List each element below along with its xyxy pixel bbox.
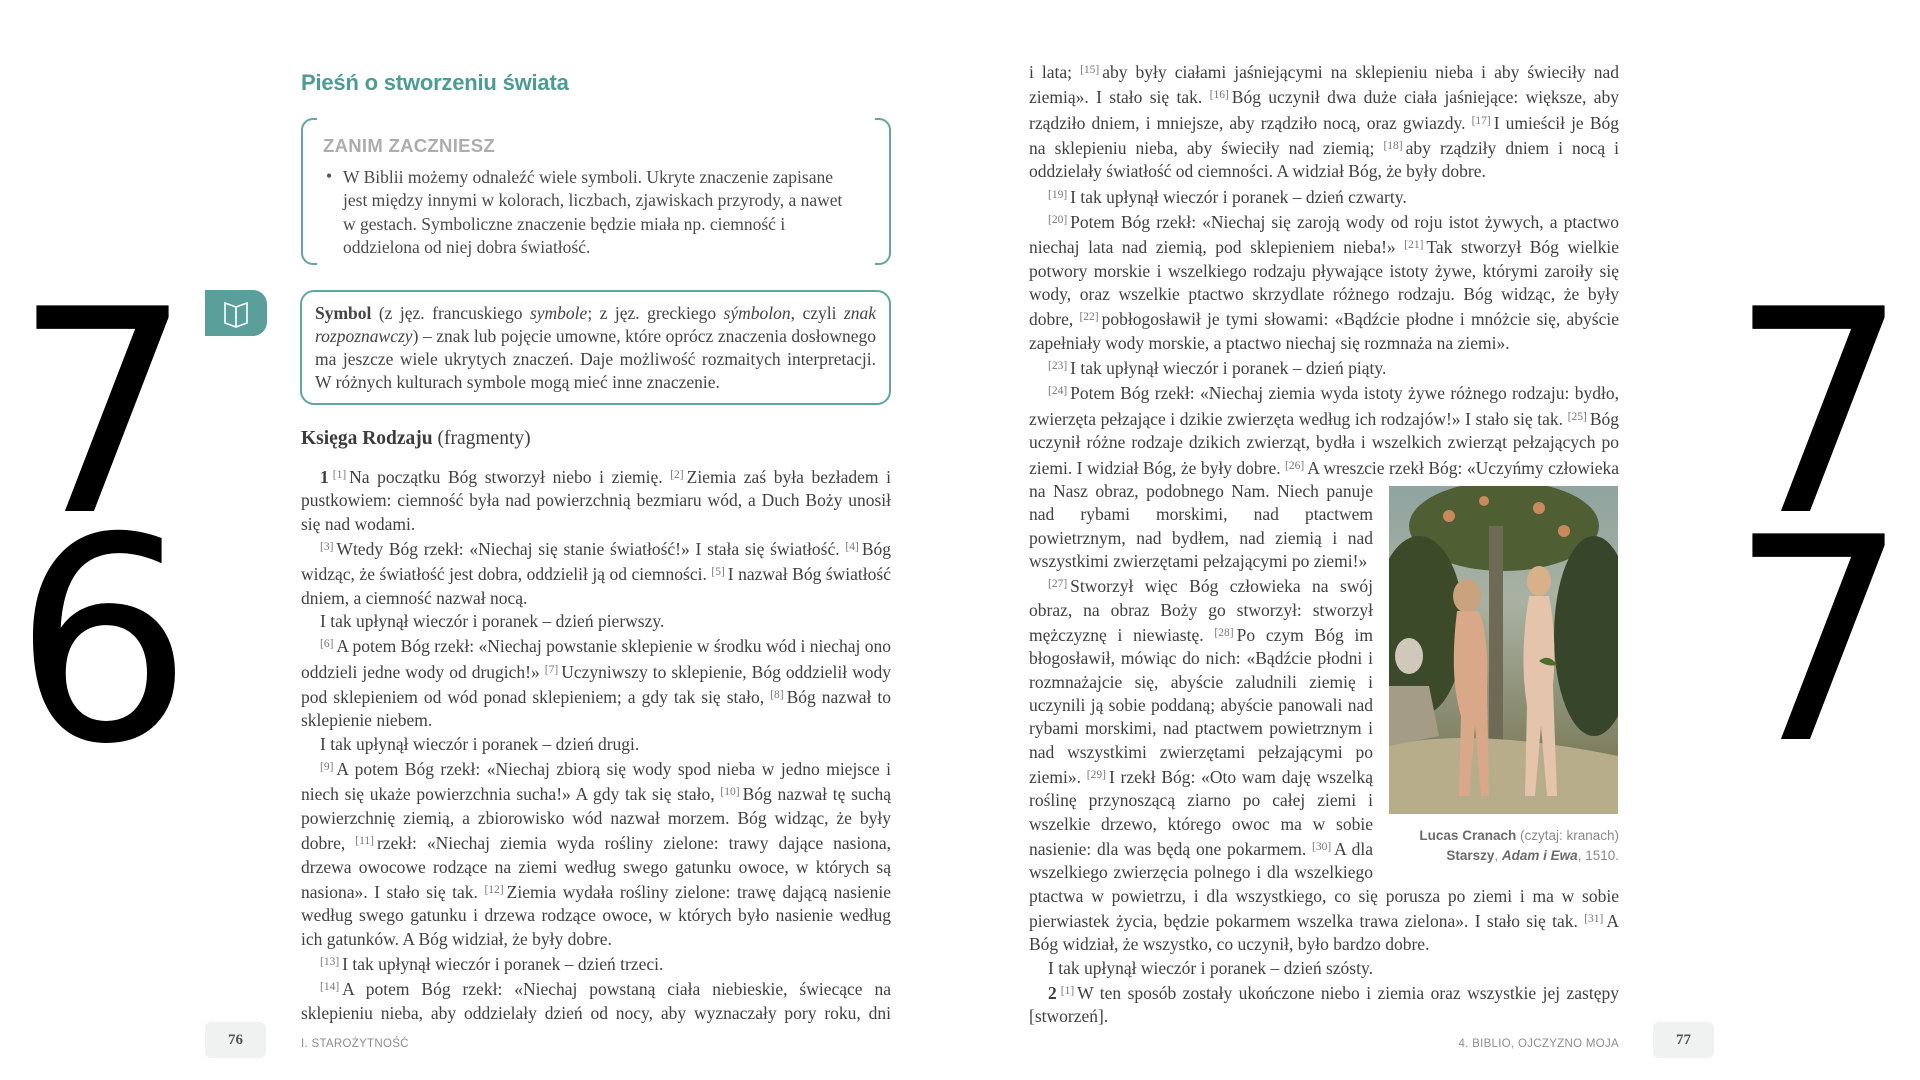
text: pobłogosławił je tymi słowami: «Bądźcie płodne i mnóżcie się, abyście zapełniały wody morskie, a ptactwo niechaj się rozmnaża na ziemi». (1029, 309, 1619, 353)
caption-author-suffix: Starszy (1446, 848, 1495, 863)
text: A Bóg widział, że wszystko, co uczynił, było bardzo dobre. (1029, 911, 1619, 955)
verse-number: [24] (1048, 385, 1068, 398)
text: i lata; (1029, 62, 1081, 82)
text: Potem Bóg rzekł: «Niechaj ziemia wyda istoty żywe różnego rodzaju: bydło, zwierzęta pełzające i dzikie zwierzęta według ich rodzajów!» I stało się tak. (1029, 383, 1619, 429)
text: Wtedy Bóg rzekł: «Niechaj się stanie światłość!» I stała się światłość. (336, 539, 846, 560)
caption-sep: , (1494, 848, 1502, 863)
verse-number: [17] (1471, 114, 1491, 127)
text: Ziemia wydała rośliny zielone: trawę dającą nasienie według swego gatunku i drzewa rodzące owoce, w których było nasienie według ich gatunków. A Bóg widział, że były dobre. (301, 881, 891, 949)
bracket-right (875, 118, 891, 265)
caption-note: (czytaj: kranach) (1516, 828, 1619, 843)
verse-number: [29] (1086, 768, 1106, 781)
verse-number: [26] (1285, 459, 1305, 472)
heading-rest: (fragmenty) (432, 428, 531, 449)
verse-number: [22] (1079, 311, 1099, 324)
chapter-number: 2 (1048, 983, 1057, 1004)
page-number-right: 77 (1653, 1022, 1714, 1058)
bullet: • (326, 166, 333, 186)
paragraph (1029, 59, 1619, 184)
box-heading: ZANIM ZACZNIESZ (323, 135, 496, 156)
verse-number: [23] (1048, 360, 1068, 373)
box-text: W Biblii możemy odnaleźć wiele symboli. Ukryte znaczenie zapisane jest między innymi w kolorach, liczbach, zjawiskach przyrody, a nawet w gestach. Symboliczne znaczenie będzie miała np. ciemność i oddzielona od niej dobra światłość. (343, 167, 843, 257)
text: I tak upłynął wieczór i poranek – dzień pierwszy. (320, 611, 665, 632)
verse-number: [7] (544, 663, 559, 676)
verse-number: [12] (484, 883, 504, 896)
text: Bóg uczynił dwa duże ciała jaśniejące: większe, aby rządziło dniem, i mniejsze, aby rządziło nocą, oraz gwiazdy. (1029, 87, 1619, 133)
running-head-right: 4. BIBLIO, OJCZYZNO MOJA (1458, 1038, 1619, 1050)
verse-number: [14] (320, 981, 340, 994)
text: ) – znak lub pojęcie umowne, które oprócz znaczenia dosłownego ma jeszcze wiele ukrytych znaczeń. Daje możliwość rozmaitych interpretacji. W różnych kulturach symbole mogą mieć inne znaczenie. (315, 326, 876, 392)
right-text-column (1029, 59, 1619, 1029)
verse-number: [9] (320, 761, 334, 774)
running-head-left: I. STAROŻYTNOŚĆ (301, 1038, 409, 1050)
page-number-left: 76 (205, 1022, 266, 1058)
text: Uczyniwszy to sklepienie, Bóg oddzielił wody pod sklepieniem od wód ponad sklepieniem; a gdy tak się stało, (301, 661, 891, 708)
verse-number: [25] (1567, 410, 1587, 423)
text: I tak upłynął wieczór i poranek – dzień drugi. (320, 733, 640, 754)
text: I tak upłynął wieczór i poranek – dzień szósty. (1048, 957, 1373, 978)
caption-title: Adam i Ewa (1501, 848, 1578, 863)
before-you-start-box (301, 118, 891, 265)
bracket-left (301, 118, 317, 265)
text: aby rządziły dniem i nocą i oddzielały światłość od ciemności. A widział Bóg, że były dobre. (1029, 138, 1620, 182)
text: Stworzył więc Bóg człowieka na swój obraz, na obraz Boży go stworzył: stworzył mężczyznę i niewiastę. (1029, 576, 1373, 645)
verse-number: [1] (1060, 985, 1075, 998)
verse-number: [19] (1048, 188, 1068, 201)
text: Ziemia zaś była bezładem i pustkowiem: ciemność była nad powierzchnią bezmiaru wód, a Duch Boży unosił się nad wodami. (301, 467, 891, 534)
text: I nazwał Bóg światłość dniem, a ciemność nazwał nocą. (301, 564, 891, 608)
text: I tak upłynął wieczór i poranek – dzień trzeci. (342, 953, 664, 974)
paragraph (301, 464, 891, 536)
verse-number: [10] (720, 786, 740, 799)
paragraph (1029, 355, 1619, 380)
italic-text: znak rozpoznawczy (315, 303, 876, 346)
painting-adam-and-eve (1389, 486, 1618, 814)
text: I tak upłynął wieczór i poranek – dzień czwarty. (1070, 186, 1407, 207)
verse-number: [3] (320, 541, 334, 554)
paragraph (301, 976, 891, 1025)
text: rzekł: «Niechaj ziemia wyda rośliny zielone: trawy dające nasiona, drzewa owocowe rodzące na ziemi według swego gatunku owoce, w których są nasiona». I stało się tak. (301, 833, 891, 902)
verse-number: [11] (355, 835, 374, 848)
figure (1389, 486, 1619, 870)
verse-number: [2] (670, 469, 684, 481)
paragraph (1029, 957, 1619, 980)
text: I umieścił je Bóg na sklepieniu nieba, aby świeciły nad ziemią; (1029, 112, 1619, 159)
paragraph (1029, 209, 1619, 355)
paragraph (1029, 184, 1619, 209)
verse-number: [6] (320, 638, 334, 651)
verse-number: [20] (1048, 214, 1068, 227)
verse-number: [8] (770, 689, 784, 702)
caption-year: , 1510. (1577, 848, 1619, 863)
book-exclamation-icon (205, 290, 267, 336)
verse-number: [13] (320, 955, 340, 968)
text: , czyli (790, 303, 844, 323)
text: (z jęz. francuskiego (371, 303, 530, 323)
text: aby były ciałami jaśniejącymi na sklepieniu nieba i aby świeciły nad ziemią». I stało się tak. (1029, 62, 1619, 108)
italic-text: symbole (529, 303, 588, 323)
paragraph (301, 536, 891, 610)
text: Po czym Bóg im błogosławił, mówiąc do nich: «Bądźcie płodni i rozmnażajcie się, abyście zaludnili ziemię i uczynili ją sobie poddaną; abyście panowali nad rybami morskimi, nad ptactwem powietrznym i nad wszystkimi zwierzętami pełzającymi po ziemi». (1029, 624, 1373, 787)
verse-number: [28] (1214, 626, 1234, 639)
text: Bóg widząc, że światłość jest dobra, oddzielił ją od ciemności. (301, 539, 891, 585)
paragraph (301, 951, 891, 976)
text: A potem Bóg rzekł: «Niechaj powstaną ciała niebieskie, świecące na sklepieniu nieba, aby oddzielały dzień od nocy, aby wyznaczały pory roku, dni (301, 979, 891, 1023)
text: Bóg nazwał to sklepienie niebem. (301, 687, 891, 731)
text: Na początku Bóg stworzył niebo i ziemię. (349, 467, 671, 487)
verse-number: [15] (1080, 64, 1100, 76)
section-heading (301, 428, 531, 450)
verse-number: [18] (1383, 140, 1403, 153)
figure-caption (1389, 826, 1619, 866)
verse-number: [27] (1048, 578, 1068, 591)
verse-number: [30] (1311, 841, 1332, 853)
text: I rzekł Bóg: «Oto wam daję wszelką roślinę przynoszącą ziarno po całej ziemi i wszelkie drzewo, którego owoc ma w sobie nasienie: dla was będą one pokarmem. (1029, 766, 1373, 859)
paragraph (1029, 980, 1619, 1029)
paragraph (301, 633, 891, 732)
paragraph (301, 756, 891, 951)
text: Tak stworzył Bóg wielkie potwory morskie i wszelkiego rodzaju pływające istoty żywe, którymi zaroiły się wody, oraz wszelkie ptactwo skrzydlate różnego rodzaju. Bóg widząc, że były dobre, (1029, 237, 1619, 330)
chapter-number: 1 (320, 467, 329, 487)
definition-box (300, 290, 891, 405)
verse-number: [4] (845, 541, 859, 554)
text: Potem Bóg rzekł: «Niechaj się zaroją wody od roju istot żywych, a ptactwo niechaj lata nad ziemią, pod sklepieniem nieba!» (1029, 212, 1619, 258)
verse-number: [21] (1404, 239, 1424, 252)
verse-number: [1] (332, 469, 347, 481)
caption-author: Lucas Cranach (1419, 828, 1517, 843)
overlay-number-76: 76 (13, 249, 193, 806)
paragraph (301, 610, 891, 633)
verse-number: [31] (1584, 913, 1604, 926)
page-title: Pieśń o stworzeniu świata (301, 70, 569, 95)
text: ; z jęz. greckiego (587, 303, 724, 323)
text: I tak upłynął wieczór i poranek – dzień piąty. (1070, 358, 1387, 379)
text: A dla wszelkiego zwierzęcia polnego i dla wszelkiego ptactwa w powietrzu, i dla wszystkiego, co się porusza po ziemi i ma w sobie pierwiastek życia, będzie pokarmem wszelka trawa zielona». I stało się tak. (1029, 839, 1619, 932)
text: A potem Bóg rzekł: «Niechaj zbiorą się wody spod nieba w jedno miejsce i niech się ukaże powierzchnia sucha!» A gdy tak się stało, (301, 759, 891, 805)
verse-number: [16] (1209, 89, 1229, 102)
heading-bold: Księga Rodzaju (301, 428, 433, 449)
verse-number: [5] (711, 566, 725, 579)
text: W ten sposób zostały ukończone niebo i ziemia oraz wszystkie jej zastępy [stworzeń]. (1029, 983, 1619, 1027)
text: Bóg uczynił różne rodzaje dzikich zwierząt, bydła i wszelkich zwierząt pełzających po ziemi. I widział Bóg, że były dobre. (1029, 408, 1619, 478)
term: Symbol (315, 303, 372, 323)
text: A potem Bóg rzekł: «Niechaj powstanie sklepienie w środku wód i niechaj ono oddzieli jedne wody od drugich!» (301, 636, 891, 682)
italic-text: sýmbolon (723, 303, 791, 323)
text: A wreszcie rzekł Bóg: «Uczyńmy człowieka na Nasz obraz, podobnego Nam. Niech panuje nad rybami morskimi, nad ptactwem powietrznym, nad bydłem, nad ziemią i nad wszystkimi zwierzętami pełzającymi po ziemi!» (1029, 457, 1619, 571)
text: Bóg nazwał tę suchą powierzchnię ziemią, a zbiorowisko wód nazwał morzem. Bóg widząc, że były dobre, (301, 784, 891, 854)
overlay-number-77: 77 (1729, 249, 1909, 806)
left-text-column (301, 464, 891, 1025)
paragraph (301, 733, 891, 756)
